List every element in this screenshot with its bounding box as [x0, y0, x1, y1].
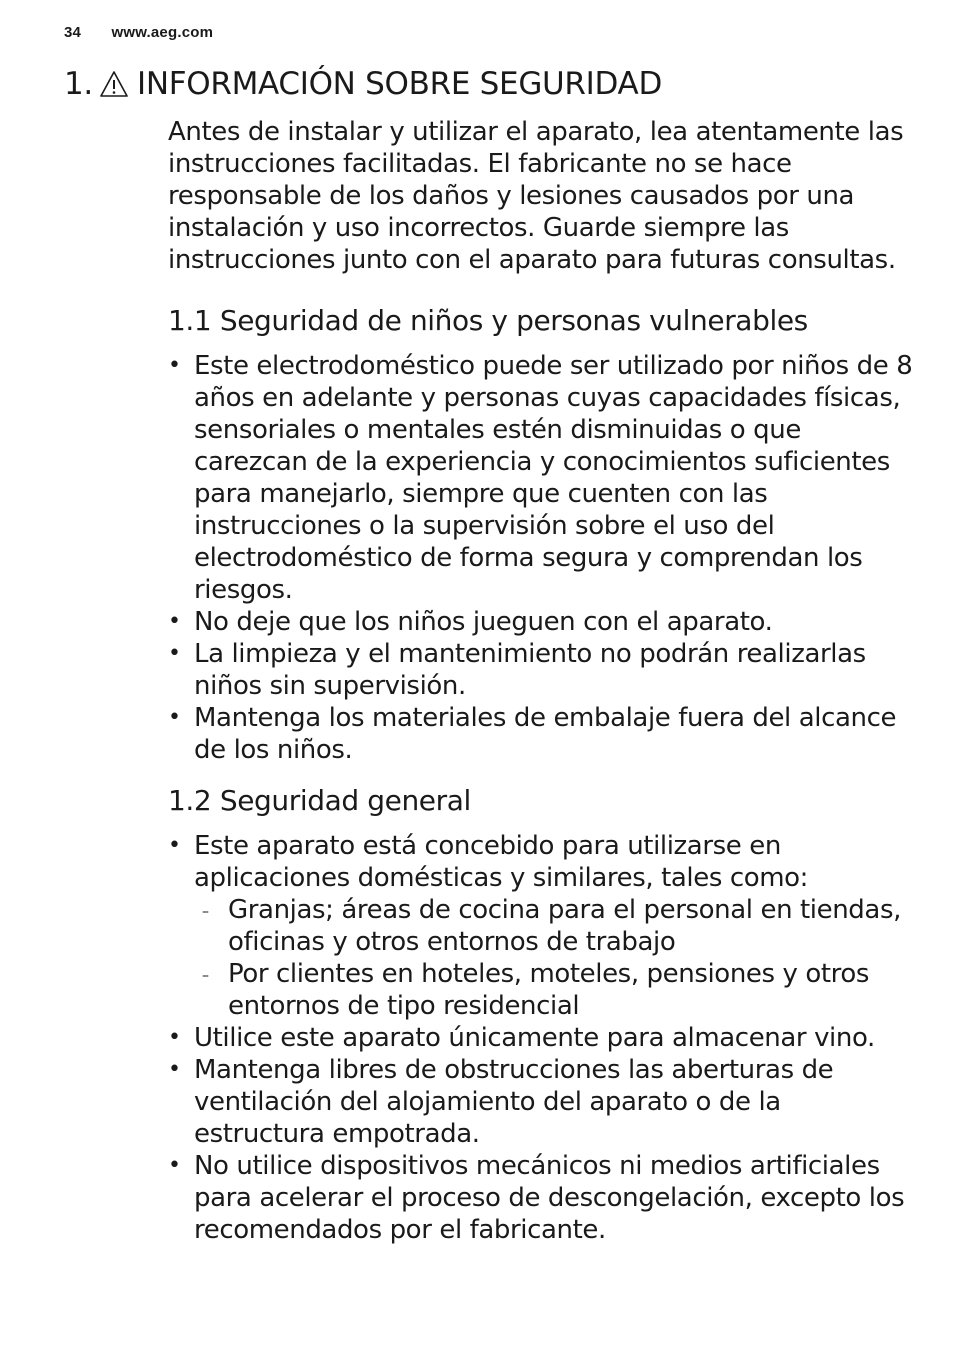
list-item: • Utilice este aparato únicamente para almacenar vino. — [168, 1023, 875, 1053]
sub-list-item: – Granjas; áreas de cocina para el personal en tiendas, oficinas y otros entornos de trabajo — [202, 895, 901, 957]
list-item: • Este aparato está concebido para utilizarse en aplicaciones domésticas y similares, tales como: – Granjas; áreas de cocina para el personal en tiendas, oficinas y otros entornos de trabajo – Por clientes en hoteles, moteles, pensiones y otros entornos de tipo residencial — [168, 830, 918, 1022]
bullet-icon: • — [168, 1057, 181, 1082]
sub-list-item: – Por clientes en hoteles, moteles, pensiones y otros entornos de tipo residencial — [202, 959, 870, 1021]
main-content — [168, 116, 918, 1246]
page-number: 34 — [64, 24, 82, 41]
dash-icon: – — [202, 968, 209, 984]
subsection-title-children: 1.1 Seguridad de niños y personas vulnerables — [168, 304, 808, 337]
sub-list — [194, 894, 918, 1022]
section-number: 1. — [64, 66, 93, 102]
list-item: • La limpieza y el mantenimiento no podrán realizarlas niños sin supervisión. — [168, 639, 866, 701]
page-header — [64, 24, 213, 41]
bullet-icon: • — [168, 833, 181, 858]
bullet-icon: • — [168, 609, 181, 634]
dash-icon: – — [202, 904, 209, 920]
list-item: • Este electrodoméstico puede ser utilizado por niños de 8 años en adelante y personas cuyas capacidades físicas, sensoriales o mentales estén disminuidas o que carezcan de la experiencia y conocimientos suficientes para manejarlo, siempre que cuenten con las instrucciones o la supervisión sobre el uso del electrodoméstico de forma segura y comprendan los riesgos. — [168, 351, 913, 605]
bullet-icon: • — [168, 1153, 181, 1178]
children-safety-list — [168, 350, 918, 766]
website-link[interactable]: www.aeg.com — [111, 24, 214, 41]
general-safety-list — [168, 830, 918, 1246]
list-item: • Mantenga libres de obstrucciones las aberturas de ventilación del alojamiento del aparato o de la estructura empotrada. — [168, 1055, 834, 1149]
warning-triangle-icon — [99, 70, 129, 98]
list-item: • Mantenga los materiales de embalaje fuera del alcance de los niños. — [168, 703, 897, 765]
list-item: • No utilice dispositivos mecánicos ni medios artificiales para acelerar el proceso de descongelación, excepto los recomendados por el fabricante. — [168, 1151, 905, 1245]
bullet-icon: • — [168, 641, 181, 666]
subsection-title-general: 1.2 Seguridad general — [168, 784, 471, 817]
section-title — [64, 66, 662, 102]
bullet-icon: • — [168, 705, 181, 730]
list-item: • No deje que los niños jueguen con el aparato. — [168, 607, 773, 637]
bullet-icon: • — [168, 1025, 181, 1050]
section-title-text: INFORMACIÓN SOBRE SEGURIDAD — [136, 66, 663, 102]
bullet-icon: • — [168, 353, 181, 378]
intro-paragraph: Antes de instalar y utilizar el aparato, lea atentamente las instrucciones facilitadas. El fabricante no se hace responsable de los daños y lesiones causados por una instalación y uso incorrectos. Guarde siempre las instrucciones junto con el aparato para futuras consultas. — [168, 117, 904, 275]
